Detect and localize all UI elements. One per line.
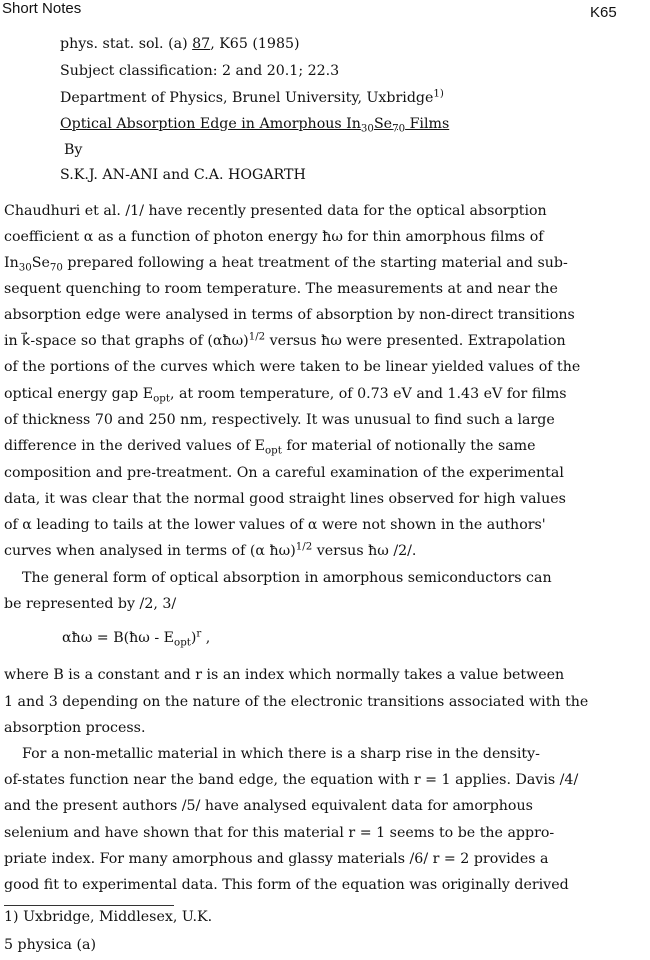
footnote-rule — [4, 905, 174, 906]
subject-classification: Subject classification: 2 and 20.1; 22.3 — [60, 63, 340, 79]
body-line: selenium and have shown that for this material r = 1 seems to be the appro- — [4, 825, 555, 841]
body-line: coefficient α as a function of photon energy ħω for thin amorphous films of — [4, 229, 544, 245]
body-line: The general form of optical absorption in amorphous semiconductors can — [4, 570, 552, 586]
page-number: K65 — [590, 4, 617, 21]
body-line: where B is a constant and r is an index which normally takes a value between — [4, 667, 565, 683]
body-line: be represented by /2, 3/ — [4, 596, 177, 612]
body-line: data, it was clear that the normal good straight lines observed for high values — [4, 491, 566, 507]
body-line: and the present authors /5/ have analysed equivalent data for amorphous — [4, 798, 533, 814]
page-footer: 5 physica (a) — [4, 937, 97, 953]
body-line: of α leading to tails at the lower values of α were not shown in the authors' — [4, 517, 546, 533]
citation-line — [60, 36, 300, 52]
body-line: of the portions of the curves which were taken to be linear yielded values of the — [4, 359, 581, 375]
body-line: of-states function near the band edge, the equation with r = 1 applies. Davis /4/ — [4, 772, 579, 788]
footnote-mark: 1) — [433, 88, 444, 100]
body-line: 1 and 3 depending on the nature of the electronic transitions associated with the — [4, 694, 589, 710]
body-line: For a non-metallic material in which there is a sharp rise in the density- — [4, 746, 540, 762]
body-line: $In_{30}Se_{70}$ prepared following a heat treatment of the starting material and sub- — [4, 255, 568, 274]
body-line: curves when analysed in terms of (α ħω)$^{1/2}$ versus ħω /2/. — [4, 541, 417, 559]
affiliation — [60, 90, 444, 106]
body-line: priate index. For many amorphous and glassy materials /6/ r = 2 provides a — [4, 851, 549, 867]
body-line: of thickness 70 and 250 nm, respectively. It was unusual to find such a large — [4, 412, 555, 428]
body-line: sequent quenching to room temperature. The measurements at and near the — [4, 281, 558, 297]
footnote: 1) Uxbridge, Middlesex, U.K. — [4, 909, 213, 925]
body-line: absorption edge were analysed in terms of absorption by non-direct transitions — [4, 307, 575, 323]
body-line: optical energy gap $E_{opt}$, at room temperature, of 0.73 eV and 1.43 eV for films — [4, 386, 567, 405]
body-line: absorption process. — [4, 720, 146, 736]
authors: S.K.J. AN-ANI and C.A. HOGARTH — [60, 167, 306, 183]
journal-prefix: phys. stat. sol. (a) — [60, 36, 193, 52]
body-line: Chaudhuri et al. /1/ have recently presented data for the optical absorption — [4, 203, 547, 219]
running-head-left: Short Notes — [2, 0, 82, 17]
by-line: By — [64, 142, 83, 158]
body-line: in k⃗-space so that graphs of (αħω)$^{1/2}$ versus ħω were presented. Extrapolation — [4, 331, 566, 349]
body-line: difference in the derived values of $E_{opt}$ for material of notionally the same — [4, 438, 536, 457]
journal-suffix: , K65 (1985) — [210, 36, 300, 52]
volume: 87 — [192, 36, 211, 52]
body-line: good fit to experimental data. This form of the equation was originally derived — [4, 877, 569, 893]
body-line: composition and pre-treatment. On a careful examination of the experimental — [4, 465, 564, 481]
department: Department of Physics, Brunel University, Uxbridge — [60, 90, 434, 106]
equation: αħω = B(ħω - $E_{opt})^r$ , — [62, 628, 211, 649]
article-title: Optical Absorption Edge in Amorphous $In_{30}Se_{70}$ Films — [60, 116, 450, 135]
